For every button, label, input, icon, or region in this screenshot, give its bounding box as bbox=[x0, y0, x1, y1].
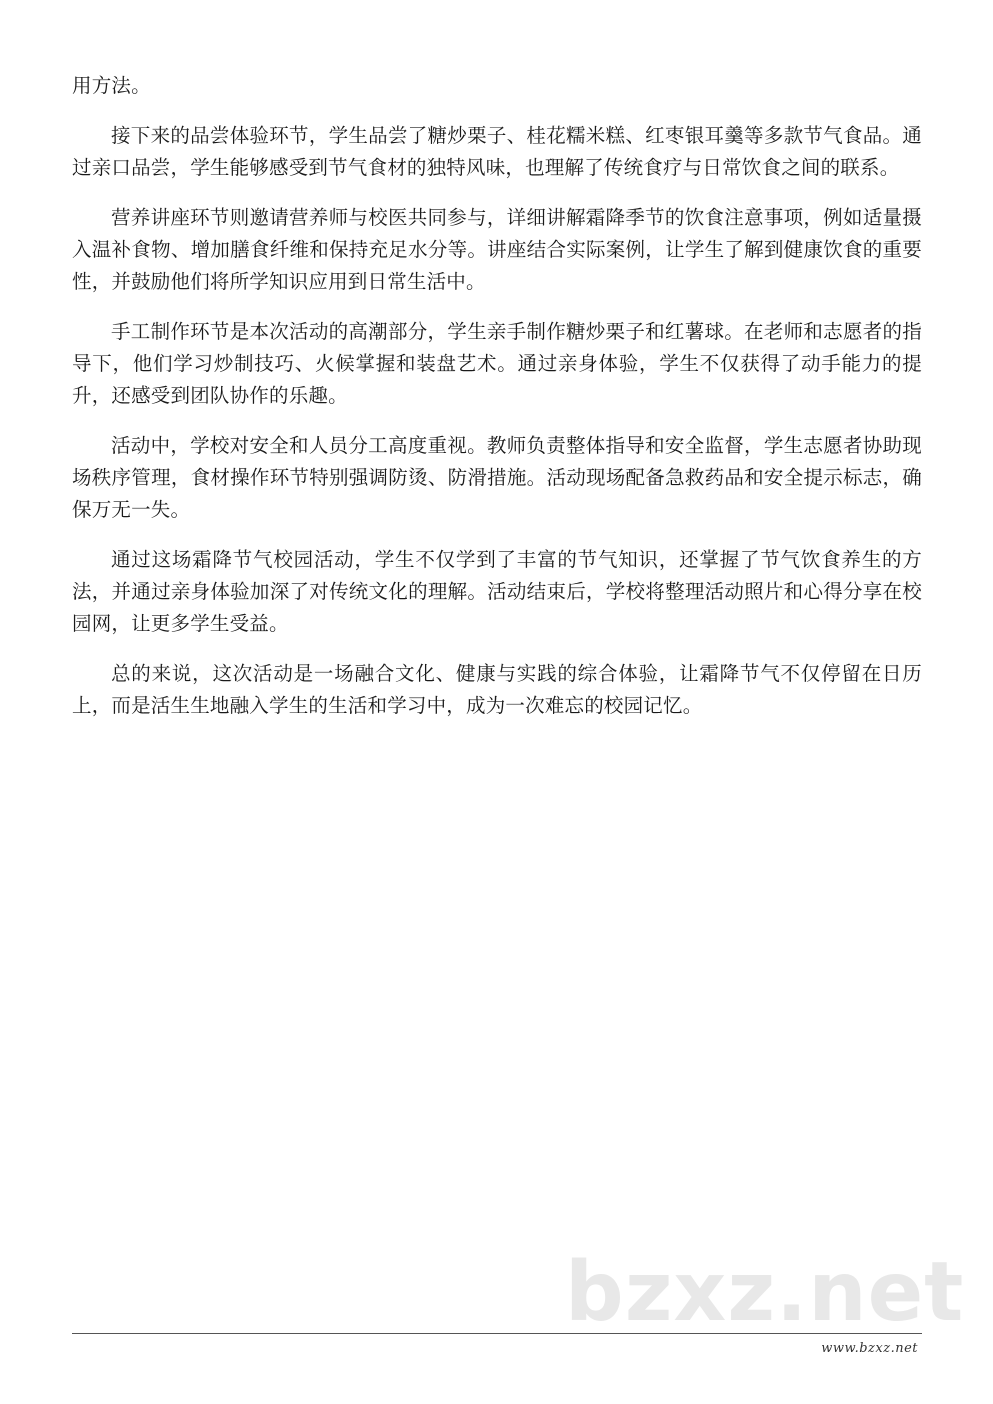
document-body bbox=[72, 70, 922, 740]
footer-divider bbox=[72, 1333, 922, 1334]
paragraph-tasting: 接下来的品尝体验环节，学生品尝了糖炒栗子、桂花糯米糕、红枣银耳羹等多款节气食品。通过亲口品尝，学生能够感受到节气食材的独特风味，也理解了传统食疗与日常饮食之间的联系。 bbox=[72, 124, 922, 179]
paragraph-continuation: 用方法。 bbox=[72, 74, 151, 97]
paragraph-outcome: 通过这场霜降节气校园活动，学生不仅学到了丰富的节气知识，还掌握了节气饮食养生的方法，并通过亲身体验加深了对传统文化的理解。活动结束后，学校将整理活动照片和心得分享在校园网，让更多学生受益。 bbox=[72, 548, 922, 635]
paragraph-nutrition-lecture: 营养讲座环节则邀请营养师与校医共同参与，详细讲解霜降季节的饮食注意事项，例如适量摄入温补食物、增加膳食纤维和保持充足水分等。讲座结合实际案例，让学生了解到健康饮食的重要性，并鼓励他们将所学知识应用到日常生活中。 bbox=[72, 206, 922, 293]
paragraph-safety: 活动中，学校对安全和人员分工高度重视。教师负责整体指导和安全监督，学生志愿者协助现场秩序管理，食材操作环节特别强调防烫、防滑措施。活动现场配备急救药品和安全提示标志，确保万无一失。 bbox=[72, 434, 922, 521]
paragraph-summary: 总的来说，这次活动是一场融合文化、健康与实践的综合体验，让霜降节气不仅停留在日历上，而是活生生地融入学生的生活和学习中，成为一次难忘的校园记忆。 bbox=[72, 662, 922, 717]
footer-url: www.bzxz.net bbox=[821, 1341, 918, 1356]
paragraph-handcraft: 手工制作环节是本次活动的高潮部分，学生亲手制作糖炒栗子和红薯球。在老师和志愿者的指导下，他们学习炒制技巧、火候掌握和装盘艺术。通过亲身体验，学生不仅获得了动手能力的提升，还感受到团队协作的乐趣。 bbox=[72, 320, 922, 407]
site-watermark: bzxz.net bbox=[565, 1245, 965, 1340]
